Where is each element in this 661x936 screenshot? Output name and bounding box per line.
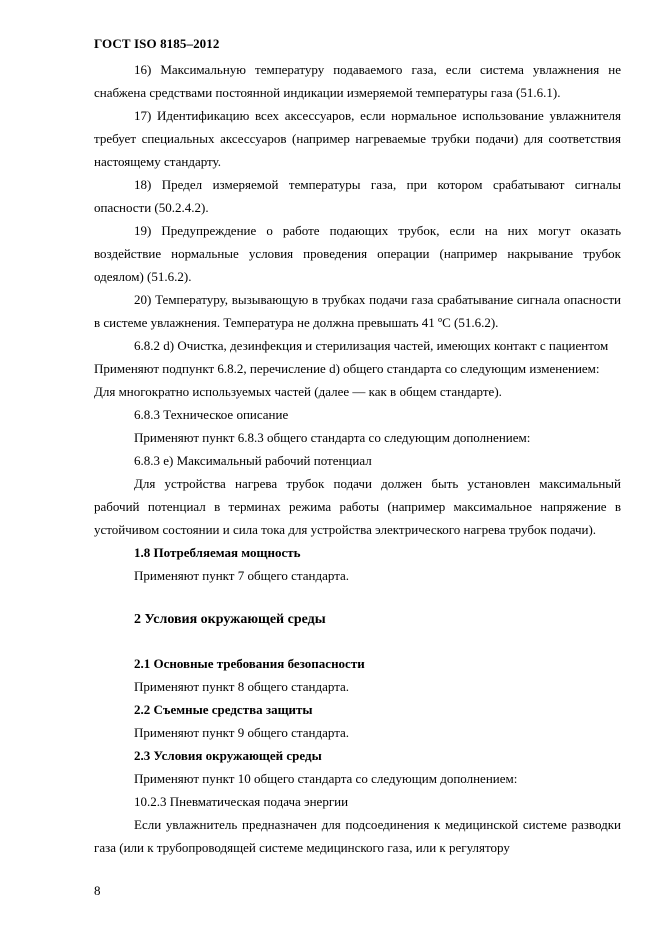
- page-number: 8: [94, 883, 101, 898]
- list-item-19: 19) Предупреждение о работе подающих трубок, если на них могут оказать воздействие нормальные условия проведения операции (например накрывание трубок одеялом) (51.6.2).: [94, 223, 621, 284]
- clause-2-2-text: Применяют пункт 9 общего стандарта.: [134, 725, 350, 740]
- list-item-18: 18) Предел измеряемой температуры газа, при котором срабатывают сигналы опасности (50.2.4.2).: [94, 177, 621, 215]
- clause-10-2-3-heading: 10.2.3 Пневматическая подача энергии: [134, 794, 349, 809]
- list-item-20: 20) Температуру, вызывающую в трубках подачи газа срабатывание сигнала опасности в системе увлажнения. Температура не должна превышать 41 ºС (51.6.2).: [94, 292, 621, 330]
- clause-2-1-text: Применяют пункт 8 общего стандарта.: [134, 679, 350, 694]
- body-text: [94, 58, 621, 859]
- section-2-title: 2 Условия окружающей среды: [134, 612, 326, 627]
- clause-6-8-3-text: Применяют пункт 6.8.3 общего стандарта со следующим дополнением:: [134, 430, 531, 445]
- clause-2-3-heading: 2.3 Условия окружающей среды: [134, 748, 322, 763]
- clause-6-8-2-d: 6.8.2 d) Очистка, дезинфекция и стерилизация частей, имеющих контакт с пациентом: [134, 338, 609, 353]
- clause-6-8-2-note: Для многократно используемых частей (далее — как в общем стандарте).: [94, 384, 502, 399]
- clause-2-3-text: Применяют пункт 10 общего стандарта со следующим дополнением:: [134, 771, 518, 786]
- clause-6-8-3-e-heading: 6.8.3 е) Максимальный рабочий потенциал: [134, 453, 372, 468]
- clause-2-2-heading: 2.2 Съемные средства защиты: [134, 702, 313, 717]
- clause-1-8-text: Применяют пункт 7 общего стандарта.: [134, 568, 350, 583]
- list-item-16: 16) Максимальную температуру подаваемого газа, если система увлажнения не снабжена средствами постоянной индикации измеряемой температуры газа (51.6.1).: [94, 62, 621, 100]
- clause-6-8-3-heading: 6.8.3 Техническое описание: [134, 407, 289, 422]
- clause-10-2-3-text: Если увлажнитель предназначен для подсоединения к медицинской системе разводки газа (или к трубопроводящей системе медицинского газа, или к регулятору: [94, 817, 621, 855]
- document-header: ГОСТ ISO 8185–2012: [94, 36, 220, 51]
- clause-2-1-heading: 2.1 Основные требования безопасности: [134, 656, 365, 671]
- clause-6-8-3-e-text: Для устройства нагрева трубок подачи должен быть установлен максимальный рабочий потенциал в терминах режима работы (например максимальное напряжение в устойчивом состоянии и сила тока для устройства электрического нагрева трубок подачи).: [94, 476, 621, 537]
- clause-6-8-2-text: Применяют подпункт 6.8.2, перечисление d) общего стандарта со следующим изменением:: [94, 361, 600, 376]
- clause-1-8-heading: 1.8 Потребляемая мощность: [134, 545, 301, 560]
- list-item-17: 17) Идентификацию всех аксессуаров, если нормальное использование увлажнителя требует специальных аксессуаров (например нагреваемые трубки подачи) для соответствия настоящему стандарту.: [94, 108, 621, 169]
